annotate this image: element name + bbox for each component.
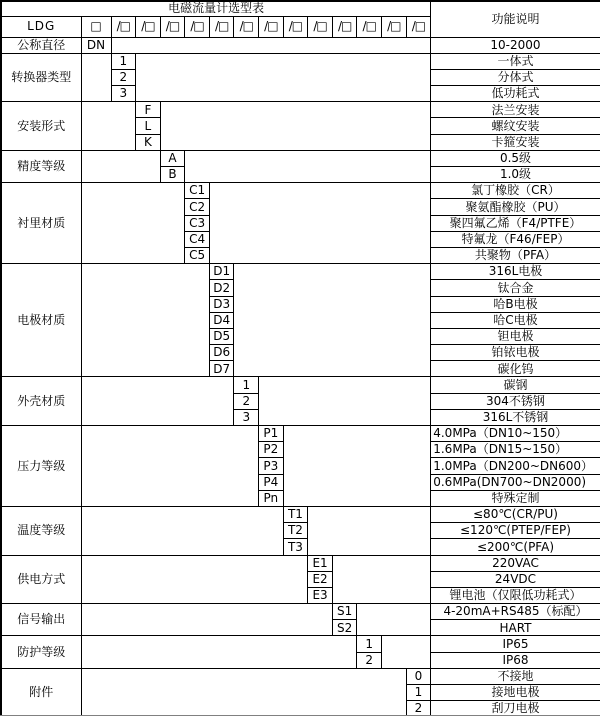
spacer-cell <box>259 377 431 426</box>
code-cell: E1 <box>308 555 333 571</box>
function-cell: 24VDC <box>431 571 600 587</box>
spacer-cell <box>81 183 185 264</box>
spacer-cell <box>81 506 283 555</box>
code-cell: 1 <box>234 377 259 393</box>
function-column-header: 功能说明 <box>431 1 600 37</box>
table-row <box>1 426 600 442</box>
spacer-cell <box>81 53 111 102</box>
code-slot-cell: /□ <box>308 16 333 37</box>
code-slot-cell: /□ <box>382 16 407 37</box>
function-cell: 聚四氟乙烯（F4/PTFE） <box>431 215 600 231</box>
code-cell: T1 <box>283 506 308 522</box>
code-cell: 2 <box>111 69 136 85</box>
function-cell: 特殊定制 <box>431 490 600 506</box>
category-cell: 电极材质 <box>1 264 81 377</box>
table-row <box>1 604 600 620</box>
code-cell: C1 <box>185 183 210 199</box>
function-cell: 碳钢 <box>431 377 600 393</box>
category-cell: 安装形式 <box>1 102 81 151</box>
code-slot-cell: /□ <box>185 16 210 37</box>
code-slot-cell: /□ <box>357 16 382 37</box>
code-cell: 2 <box>406 701 431 716</box>
code-cell: P2 <box>259 442 284 458</box>
table-row <box>1 377 600 393</box>
table-row <box>1 264 600 280</box>
code-cell: Pn <box>259 490 284 506</box>
code-cell: 3 <box>111 86 136 102</box>
spacer-cell <box>81 426 259 507</box>
code-box-cell: □ <box>81 16 111 37</box>
category-cell: 信号输出 <box>1 604 81 636</box>
spacer-cell <box>81 636 357 668</box>
function-cell: ≤120℃(PTEP/FEP) <box>431 523 600 539</box>
function-cell: 哈C电极 <box>431 312 600 328</box>
code-cell: T2 <box>283 523 308 539</box>
function-cell: 不接地 <box>431 668 600 684</box>
category-cell: 公称直径 <box>1 37 81 53</box>
spacer-cell <box>209 183 430 264</box>
code-slot-cell: /□ <box>283 16 308 37</box>
code-slot-cell: /□ <box>332 16 357 37</box>
code-cell: 1 <box>111 53 136 69</box>
function-cell: 法兰安装 <box>431 102 600 118</box>
function-cell: 10-2000 <box>431 37 600 53</box>
function-cell: 锂电池（仅限低功耗式） <box>431 587 600 603</box>
code-cell: 1 <box>357 636 382 652</box>
function-cell: HART <box>431 620 600 636</box>
function-cell: 220VAC <box>431 555 600 571</box>
code-cell: D6 <box>209 345 234 361</box>
code-cell: D7 <box>209 361 234 377</box>
function-cell: 钛合金 <box>431 280 600 296</box>
spacer-cell <box>234 264 431 377</box>
code-cell: F <box>136 102 161 118</box>
function-cell: 共聚物（PFA） <box>431 247 600 263</box>
table-row <box>1 555 600 571</box>
spacer-cell <box>136 53 431 102</box>
category-cell: 转换器类型 <box>1 53 81 102</box>
function-cell: 螺纹安装 <box>431 118 600 134</box>
code-cell: P4 <box>259 474 284 490</box>
category-cell: 精度等级 <box>1 150 81 182</box>
category-cell: 附件 <box>1 668 81 716</box>
code-cell: A <box>160 150 185 166</box>
function-cell: 接地电极 <box>431 685 600 701</box>
code-cell: E2 <box>308 571 333 587</box>
code-cell: C5 <box>185 247 210 263</box>
function-cell: ≤80℃(CR/PU) <box>431 506 600 522</box>
code-cell: 2 <box>234 393 259 409</box>
function-cell: 氯丁橡胶（CR） <box>431 183 600 199</box>
spacer-cell <box>332 555 430 604</box>
code-cell: C2 <box>185 199 210 215</box>
function-cell: 碳化钨 <box>431 361 600 377</box>
table-body <box>1 37 600 716</box>
code-cell: C4 <box>185 231 210 247</box>
code-slot-cell: /□ <box>259 16 284 37</box>
function-cell: 哈B电极 <box>431 296 600 312</box>
code-slot-cell: /□ <box>406 16 431 37</box>
function-cell: 一体式 <box>431 53 600 69</box>
spacer-cell <box>185 150 431 182</box>
table-row <box>1 506 600 522</box>
function-cell: IP65 <box>431 636 600 652</box>
spacer-cell <box>81 150 160 182</box>
function-cell: 特氟龙（F46/FEP） <box>431 231 600 247</box>
spacer-cell <box>357 604 431 636</box>
code-cell: D5 <box>209 328 234 344</box>
code-cell: T3 <box>283 539 308 555</box>
code-cell: D4 <box>209 312 234 328</box>
code-slot-cell: /□ <box>111 16 136 37</box>
spacer-cell <box>111 37 431 53</box>
table-row <box>1 53 600 69</box>
spacer-cell <box>81 555 308 604</box>
function-cell: 0.6MPa(DN700~DN2000) <box>431 474 600 490</box>
code-cell: B <box>160 167 185 183</box>
spacer-cell <box>81 668 406 716</box>
code-cell: DN <box>81 37 111 53</box>
code-cell: 3 <box>234 409 259 425</box>
function-cell: 卡箍安装 <box>431 134 600 150</box>
spacer-cell <box>308 506 431 555</box>
table-row <box>1 37 600 53</box>
function-cell: 聚氨酯橡胶（PU） <box>431 199 600 215</box>
function-cell: 4-20mA+RS485（标配） <box>431 604 600 620</box>
function-cell: 低功耗式 <box>431 86 600 102</box>
code-cell: L <box>136 118 161 134</box>
function-cell: 1.0级 <box>431 167 600 183</box>
function-cell: 刮刀电极 <box>431 701 600 716</box>
code-cell: P3 <box>259 458 284 474</box>
spacer-cell <box>283 426 431 507</box>
code-cell: S1 <box>332 604 357 620</box>
function-cell: ≤200℃(PFA) <box>431 539 600 555</box>
category-cell: 温度等级 <box>1 506 81 555</box>
code-cell: 0 <box>406 668 431 684</box>
function-cell: 0.5级 <box>431 150 600 166</box>
spacer-cell <box>160 102 431 151</box>
code-cell: D2 <box>209 280 234 296</box>
table-row <box>1 668 600 684</box>
code-slot-cell: /□ <box>136 16 161 37</box>
spacer-cell <box>81 377 234 426</box>
category-cell: 衬里材质 <box>1 183 81 264</box>
code-slot-cell: /□ <box>234 16 259 37</box>
function-cell: 316L不锈钢 <box>431 409 600 425</box>
function-cell: 铂铱电极 <box>431 345 600 361</box>
code-slot-cell: /□ <box>209 16 234 37</box>
header-title-row <box>1 1 600 16</box>
code-cell: E3 <box>308 587 333 603</box>
table-row <box>1 636 600 652</box>
category-cell: 压力等级 <box>1 426 81 507</box>
function-cell: 316L电极 <box>431 264 600 280</box>
table-row <box>1 102 600 118</box>
model-prefix: LDG <box>1 16 81 37</box>
category-cell: 防护等级 <box>1 636 81 668</box>
spacer-cell <box>382 636 431 668</box>
category-cell: 外壳材质 <box>1 377 81 426</box>
function-cell: 4.0MPa（DN10~150） <box>431 426 600 442</box>
code-slot-cell: /□ <box>160 16 185 37</box>
code-cell: P1 <box>259 426 284 442</box>
code-cell: K <box>136 134 161 150</box>
code-cell: S2 <box>332 620 357 636</box>
function-cell: 钽电极 <box>431 328 600 344</box>
function-cell: 分体式 <box>431 69 600 85</box>
category-cell: 供电方式 <box>1 555 81 604</box>
table-title: 电磁流量计选型表 <box>1 1 431 16</box>
function-cell: 304不锈钢 <box>431 393 600 409</box>
spacer-cell <box>81 604 332 636</box>
table-row <box>1 150 600 166</box>
code-cell: D1 <box>209 264 234 280</box>
code-cell: D3 <box>209 296 234 312</box>
spacer-cell <box>81 102 136 151</box>
function-cell: 1.6MPa（DN15~150） <box>431 442 600 458</box>
function-cell: 1.0MPa（DN200~DN600） <box>431 458 600 474</box>
code-cell: 2 <box>357 652 382 668</box>
function-cell: IP68 <box>431 652 600 668</box>
table-row <box>1 183 600 199</box>
code-cell: 1 <box>406 685 431 701</box>
code-cell: C3 <box>185 215 210 231</box>
spacer-cell <box>81 264 209 377</box>
